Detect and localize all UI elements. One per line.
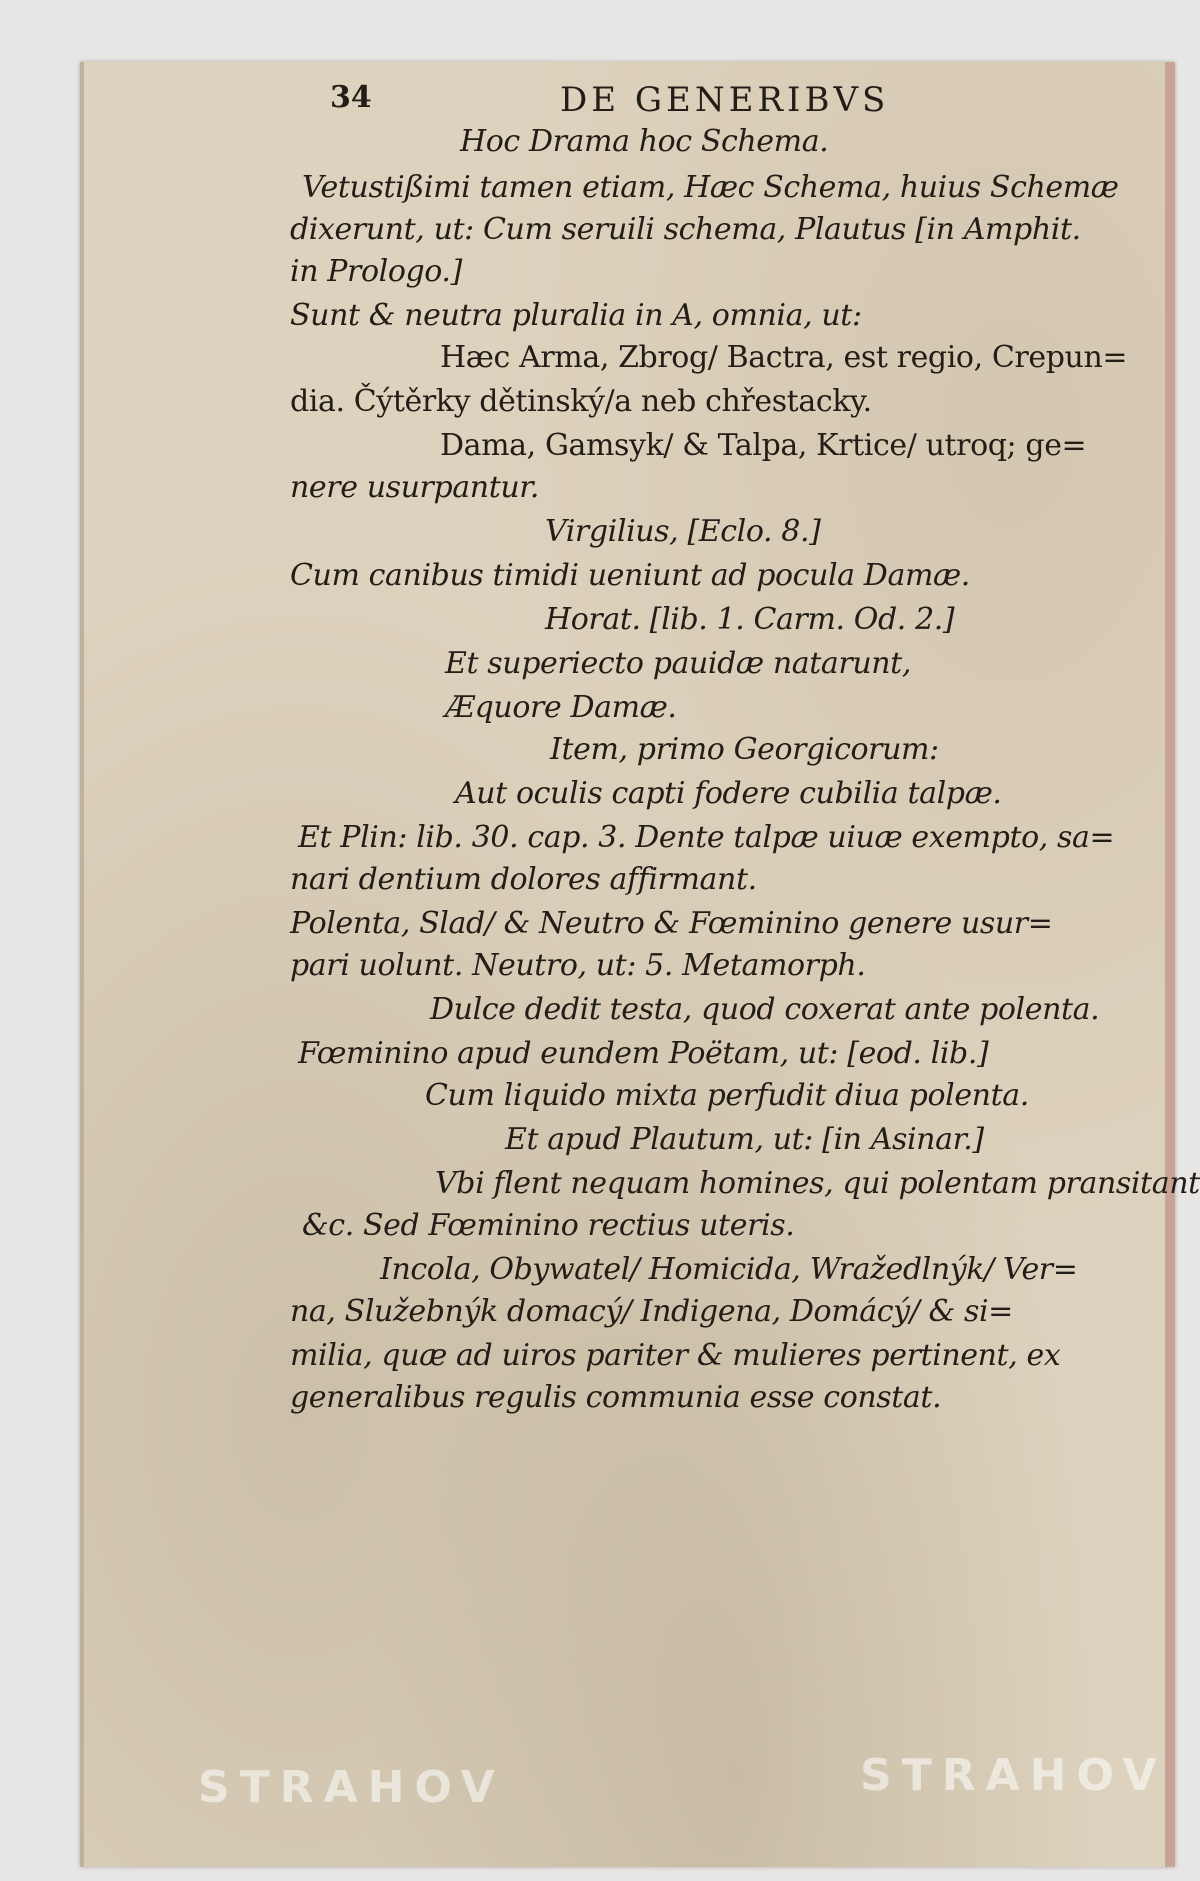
library-watermark: STRAHOV bbox=[198, 1762, 505, 1813]
text-line: Cum canibus timidi ueniunt ad pocula Damæ. bbox=[290, 558, 970, 593]
text-line: dia. Čýtěrky dětinský/a neb chřestacky. bbox=[290, 384, 872, 419]
text-line: Item, primo Georgicorum: bbox=[550, 732, 939, 767]
text-line: Cum liquido mixta perfudit diua polenta. bbox=[425, 1078, 1029, 1113]
text-line: dixerunt, ut: Cum seruili schema, Plautus [in Amphit. bbox=[290, 212, 1081, 247]
page-header bbox=[330, 80, 1090, 124]
text-line: Vetustißimi tamen etiam, Hæc Schema, huius Schemæ bbox=[302, 170, 1119, 205]
text-line: Sunt & neutra pluralia in A, omnia, ut: bbox=[290, 298, 862, 333]
text-line: Et superiecto pauidæ natarunt, bbox=[445, 646, 911, 681]
text-line: generalibus regulis communia esse constat. bbox=[290, 1380, 942, 1415]
text-line: &c. Sed Fœminino rectius uteris. bbox=[302, 1208, 795, 1243]
text-line: Horat. [lib. 1. Carm. Od. 2.] bbox=[545, 602, 955, 637]
text-line: nere usurpantur. bbox=[290, 470, 540, 505]
text-line: Hæc Arma, Zbrog/ Bactra, est regio, Crepun= bbox=[440, 340, 1128, 375]
text-line: pari uolunt. Neutro, ut: 5. Metamorph. bbox=[290, 948, 866, 983]
text-line: na, Služebnýk domacý/ Indigena, Domácý/ & si= bbox=[290, 1294, 1013, 1329]
text-line: Polenta, Slad/ & Neutro & Fœminino genere usur= bbox=[290, 906, 1053, 941]
text-line: Virgilius, [Eclo. 8.] bbox=[545, 514, 821, 549]
text-line: Et Plin: lib. 30. cap. 3. Dente talpæ uiuæ exempto, sa= bbox=[298, 820, 1115, 855]
page-number: 34 bbox=[330, 80, 372, 115]
text-line: Fœminino apud eundem Poëtam, ut: [eod. lib.] bbox=[298, 1036, 989, 1071]
text-line: Incola, Obywatel/ Homicida, Wražedlnýk/ Ver= bbox=[380, 1252, 1078, 1287]
text-line: milia, quæ ad uiros pariter & mulieres pertinent, ex bbox=[290, 1338, 1061, 1373]
book-page bbox=[80, 62, 1200, 1867]
text-line: nari dentium dolores affirmant. bbox=[290, 862, 757, 897]
text-line: Æquore Damæ. bbox=[445, 690, 677, 725]
text-line: Dulce dedit testa, quod coxerat ante polenta. bbox=[430, 992, 1100, 1027]
text-line: Dama, Gamsyk/ & Talpa, Krtice/ utroq; ge= bbox=[440, 428, 1087, 463]
text-line: in Prologo.] bbox=[290, 254, 462, 289]
text-line: Vbi flent nequam homines, qui polentam pransitant bbox=[435, 1166, 1200, 1201]
text-line: Hoc Drama hoc Schema. bbox=[460, 124, 829, 159]
page-text bbox=[80, 62, 1200, 1867]
text-line: Et apud Plautum, ut: [in Asinar.] bbox=[505, 1122, 984, 1157]
running-head: DE GENERIBVS bbox=[560, 80, 890, 120]
library-watermark: STRAHOV bbox=[860, 1750, 1167, 1801]
text-line: Aut oculis capti fodere cubilia talpæ. bbox=[455, 776, 1002, 811]
